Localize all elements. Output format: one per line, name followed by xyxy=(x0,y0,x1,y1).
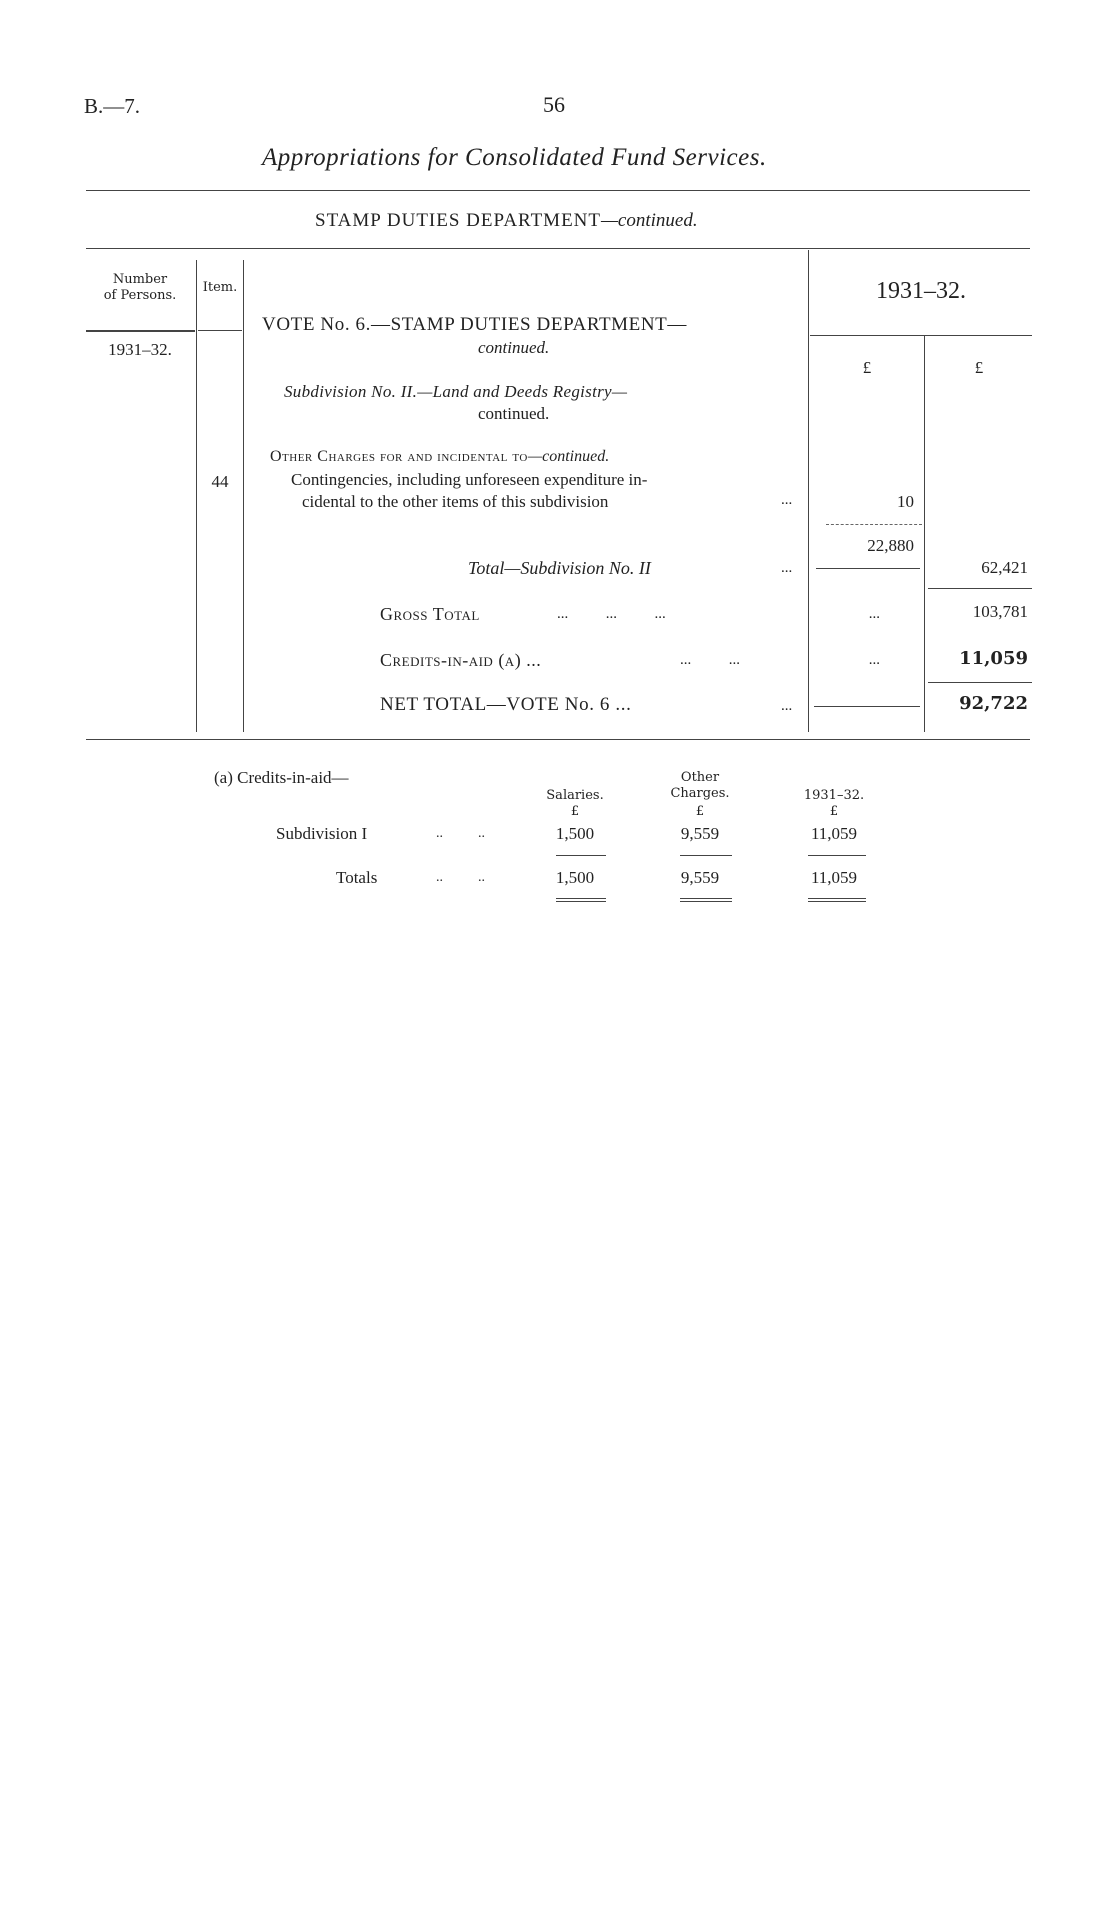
footnote-header-other xyxy=(660,770,740,802)
column-divider-amount-left xyxy=(808,250,809,732)
footnote-header-salaries: Salaries. xyxy=(546,788,604,803)
subdivision-total-rule-left xyxy=(816,568,920,569)
total-subdivision-dots: ... xyxy=(781,560,793,576)
contingencies-line2: cidental to the other items of this subdivision xyxy=(302,492,609,511)
department-heading xyxy=(315,210,698,232)
footnote-pound-year: £ xyxy=(829,804,839,819)
credits-in-aid-text: Credits-in-aid (a) ... xyxy=(380,650,542,670)
gross-total-value: 103,781 xyxy=(972,602,1028,621)
credits-in-aid-dots: ... ... xyxy=(680,652,740,668)
column-header-year: 1931–32. xyxy=(876,278,966,304)
footnote-row-other: 9,559 xyxy=(680,824,720,843)
footnote-double-rule-other xyxy=(680,901,732,902)
subdivision-heading: Subdivision No. II.—Land and Deeds Registry— xyxy=(284,382,628,401)
subdivision-running-total: 22,880 xyxy=(867,536,914,555)
footnote-row-salaries: 1,500 xyxy=(555,824,595,843)
total-subdivision-rule-right xyxy=(928,588,1032,589)
contingencies-line1: Contingencies, including unforeseen expenditure in- xyxy=(291,470,648,489)
footnote-row-label: Subdivision I xyxy=(276,824,368,843)
footnote-pound-salaries: £ xyxy=(570,804,580,819)
page-title: Appropriations for Consolidated Fund Services. xyxy=(262,144,767,171)
column-divider-amount-right xyxy=(924,336,925,732)
gross-total-left: ... xyxy=(868,606,880,622)
persons-header-rule xyxy=(86,330,195,332)
subdivision-heading-continued: continued. xyxy=(478,404,550,423)
table-top-rule xyxy=(86,248,1030,249)
footnote-row-dots: .. .. xyxy=(436,870,485,885)
footnote-double-rule-year xyxy=(808,898,866,899)
other-charges-continued: —continued. xyxy=(527,448,610,465)
credits-in-aid-value: 11,059 xyxy=(959,648,1028,669)
credits-in-aid-left: ... xyxy=(868,652,880,668)
column-header-persons xyxy=(86,272,194,304)
footnote-double-rule-salaries xyxy=(556,898,606,899)
net-total-dots: ... xyxy=(781,698,793,714)
footnote-rule-other xyxy=(680,855,732,856)
subtotal-rule xyxy=(826,524,922,525)
contingencies-value: 10 xyxy=(897,492,914,511)
column-divider-item xyxy=(243,260,244,732)
gross-total-dots: ... ... ... xyxy=(557,606,666,622)
footnote-label: (a) Credits-in-aid— xyxy=(214,768,349,787)
page-reference: B.—7. xyxy=(84,94,141,118)
footnote-row-other: 9,559 xyxy=(680,868,720,887)
other-charges-label: Other Charges for and incidental to xyxy=(270,448,528,465)
net-total-rule-right xyxy=(928,682,1032,683)
vote-title-continued: continued. xyxy=(478,338,550,357)
year-header-rule xyxy=(810,335,1032,336)
footnote-pound-other: £ xyxy=(695,804,705,819)
pound-sign-left: £ xyxy=(862,358,872,377)
footnote-rule-year xyxy=(808,855,866,856)
net-total-value: 92,722 xyxy=(959,693,1028,714)
column-header-persons-line1: Number xyxy=(112,272,168,287)
footnote-row-label: Totals xyxy=(336,868,378,887)
department-heading-continued: —continued. xyxy=(601,210,698,231)
footnote-header-other-line1: Other xyxy=(680,770,720,785)
footnote-row-year: 11,059 xyxy=(810,868,858,887)
total-subdivision-label: Total—Subdivision No. II xyxy=(468,558,651,578)
item-header-rule xyxy=(198,330,242,331)
contingencies-dots: ... xyxy=(781,492,793,508)
department-heading-main: STAMP DUTIES DEPARTMENT xyxy=(315,210,602,231)
footnote-double-rule-year xyxy=(808,901,866,902)
column-divider-persons xyxy=(196,260,197,732)
footnote-header-year: 1931–32. xyxy=(803,788,865,803)
footnote-row-salaries: 1,500 xyxy=(555,868,595,887)
footnote-row-year: 11,059 xyxy=(810,824,858,843)
persons-year: 1931–32. xyxy=(108,340,172,359)
column-header-persons-line2: of Persons. xyxy=(103,288,177,303)
net-total-rule-left xyxy=(814,706,920,707)
gross-total-label: Gross Total xyxy=(380,604,480,624)
footnote-double-rule-other xyxy=(680,898,732,899)
footnote-double-rule-salaries xyxy=(556,901,606,902)
footnote-rule-salaries xyxy=(556,855,606,856)
table-bottom-rule xyxy=(86,739,1030,740)
footnote-header-other-line2: Charges. xyxy=(670,786,730,801)
pound-sign-right: £ xyxy=(974,358,984,377)
net-total-label: NET TOTAL—VOTE No. 6 ... xyxy=(380,694,632,715)
item-number: 44 xyxy=(211,472,229,491)
other-charges-heading xyxy=(270,448,609,466)
page-number: 56 xyxy=(543,92,565,117)
title-rule xyxy=(86,190,1030,191)
total-subdivision-value: 62,421 xyxy=(981,558,1028,577)
vote-title: VOTE No. 6.—STAMP DUTIES DEPARTMENT— xyxy=(262,314,687,335)
footnote-row-dots: .. .. xyxy=(436,826,485,841)
column-header-item: Item. xyxy=(202,280,238,295)
credits-in-aid-label xyxy=(380,650,541,671)
